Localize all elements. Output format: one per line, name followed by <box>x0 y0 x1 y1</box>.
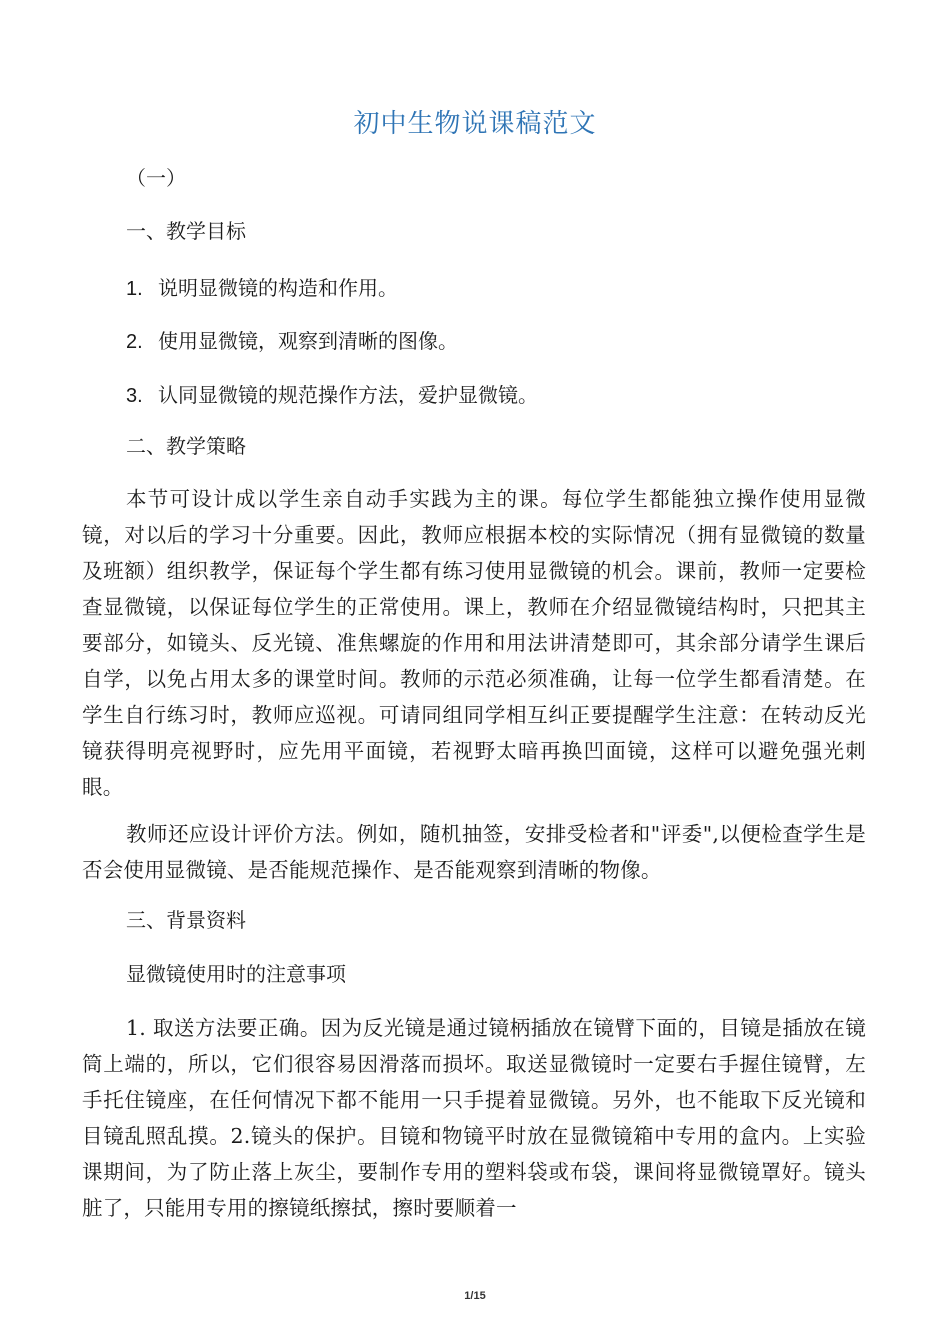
heading-teaching-goals: 一、教学目标 <box>126 219 246 243</box>
goal-item <box>126 379 538 412</box>
heading-teaching-strategy: 二、教学策略 <box>126 434 246 458</box>
goal-number: 2. <box>126 331 143 353</box>
document-title: 初中生物说课稿范文 <box>353 109 597 139</box>
section-marker: （一） <box>126 166 186 190</box>
goal-text: 说明显微镜的构造和作用。 <box>158 276 398 300</box>
background-paragraph: 1. 取送方法要正确。因为反光镜是通过镜柄插放在镜臂下面的，目镜是插放在镜筒上端的，所以，它们很容易因滑落而损坏。取送显微镜时一定要右手握住镜臂，左手托住镜座，在任何情况下都不能用一只手提着显微镜。另外，也不能取下反光镜和目镜乱照乱摸。2.镜头的保护。目镜和物镜平时放在显微镜箱中专用的盒内。上实验课期间，为了防止落上灰尘，要制作专用的塑料袋或布袋，课间将显微镜罩好。镜头脏了，只能用专用的擦镜纸擦拭，擦时要顺着一 <box>82 1016 866 1220</box>
goal-text: 认同显微镜的规范操作方法，爱护显微镜。 <box>158 383 538 407</box>
subheading-precautions: 显微镜使用时的注意事项 <box>126 962 346 986</box>
goal-item <box>126 272 398 305</box>
goal-item <box>126 325 458 358</box>
goal-number: 1. <box>126 278 143 300</box>
page-number: 1/15 <box>464 1290 486 1302</box>
strategy-paragraph: 本节可设计成以学生亲自动手实践为主的课。每位学生都能独立操作使用显微镜，对以后的学习十分重要。因此，教师应根据本校的实际情况（拥有显微镜的数量及班额）组织教学，保证每个学生都有练习使用显微镜的机会。课前，教师一定要检查显微镜，以保证每位学生的正常使用。课上，教师在介绍显微镜结构时，只把其主要部分，如镜头、反光镜、准焦螺旋的作用和用法讲清楚即可，其余部分请学生课后自学，以免占用太多的课堂时间。教师的示范必须准确，让每一位学生都看清楚。在学生自行练习时，教师应巡视。可请同组同学相互纠正要提醒学生注意：在转动反光镜获得明亮视野时，应先用平面镜，若视野太暗再换凹面镜，这样可以避免强光刺眼。 <box>82 487 866 799</box>
goal-text: 使用显微镜，观察到清晰的图像。 <box>158 329 458 353</box>
heading-background: 三、背景资料 <box>126 908 246 932</box>
evaluation-paragraph: 教师还应设计评价方法。例如，随机抽签，安排受检者和"评委",以便检查学生是否会使用显微镜、是否能规范操作、是否能观察到清晰的物像。 <box>82 822 866 882</box>
goal-number: 3. <box>126 385 143 407</box>
